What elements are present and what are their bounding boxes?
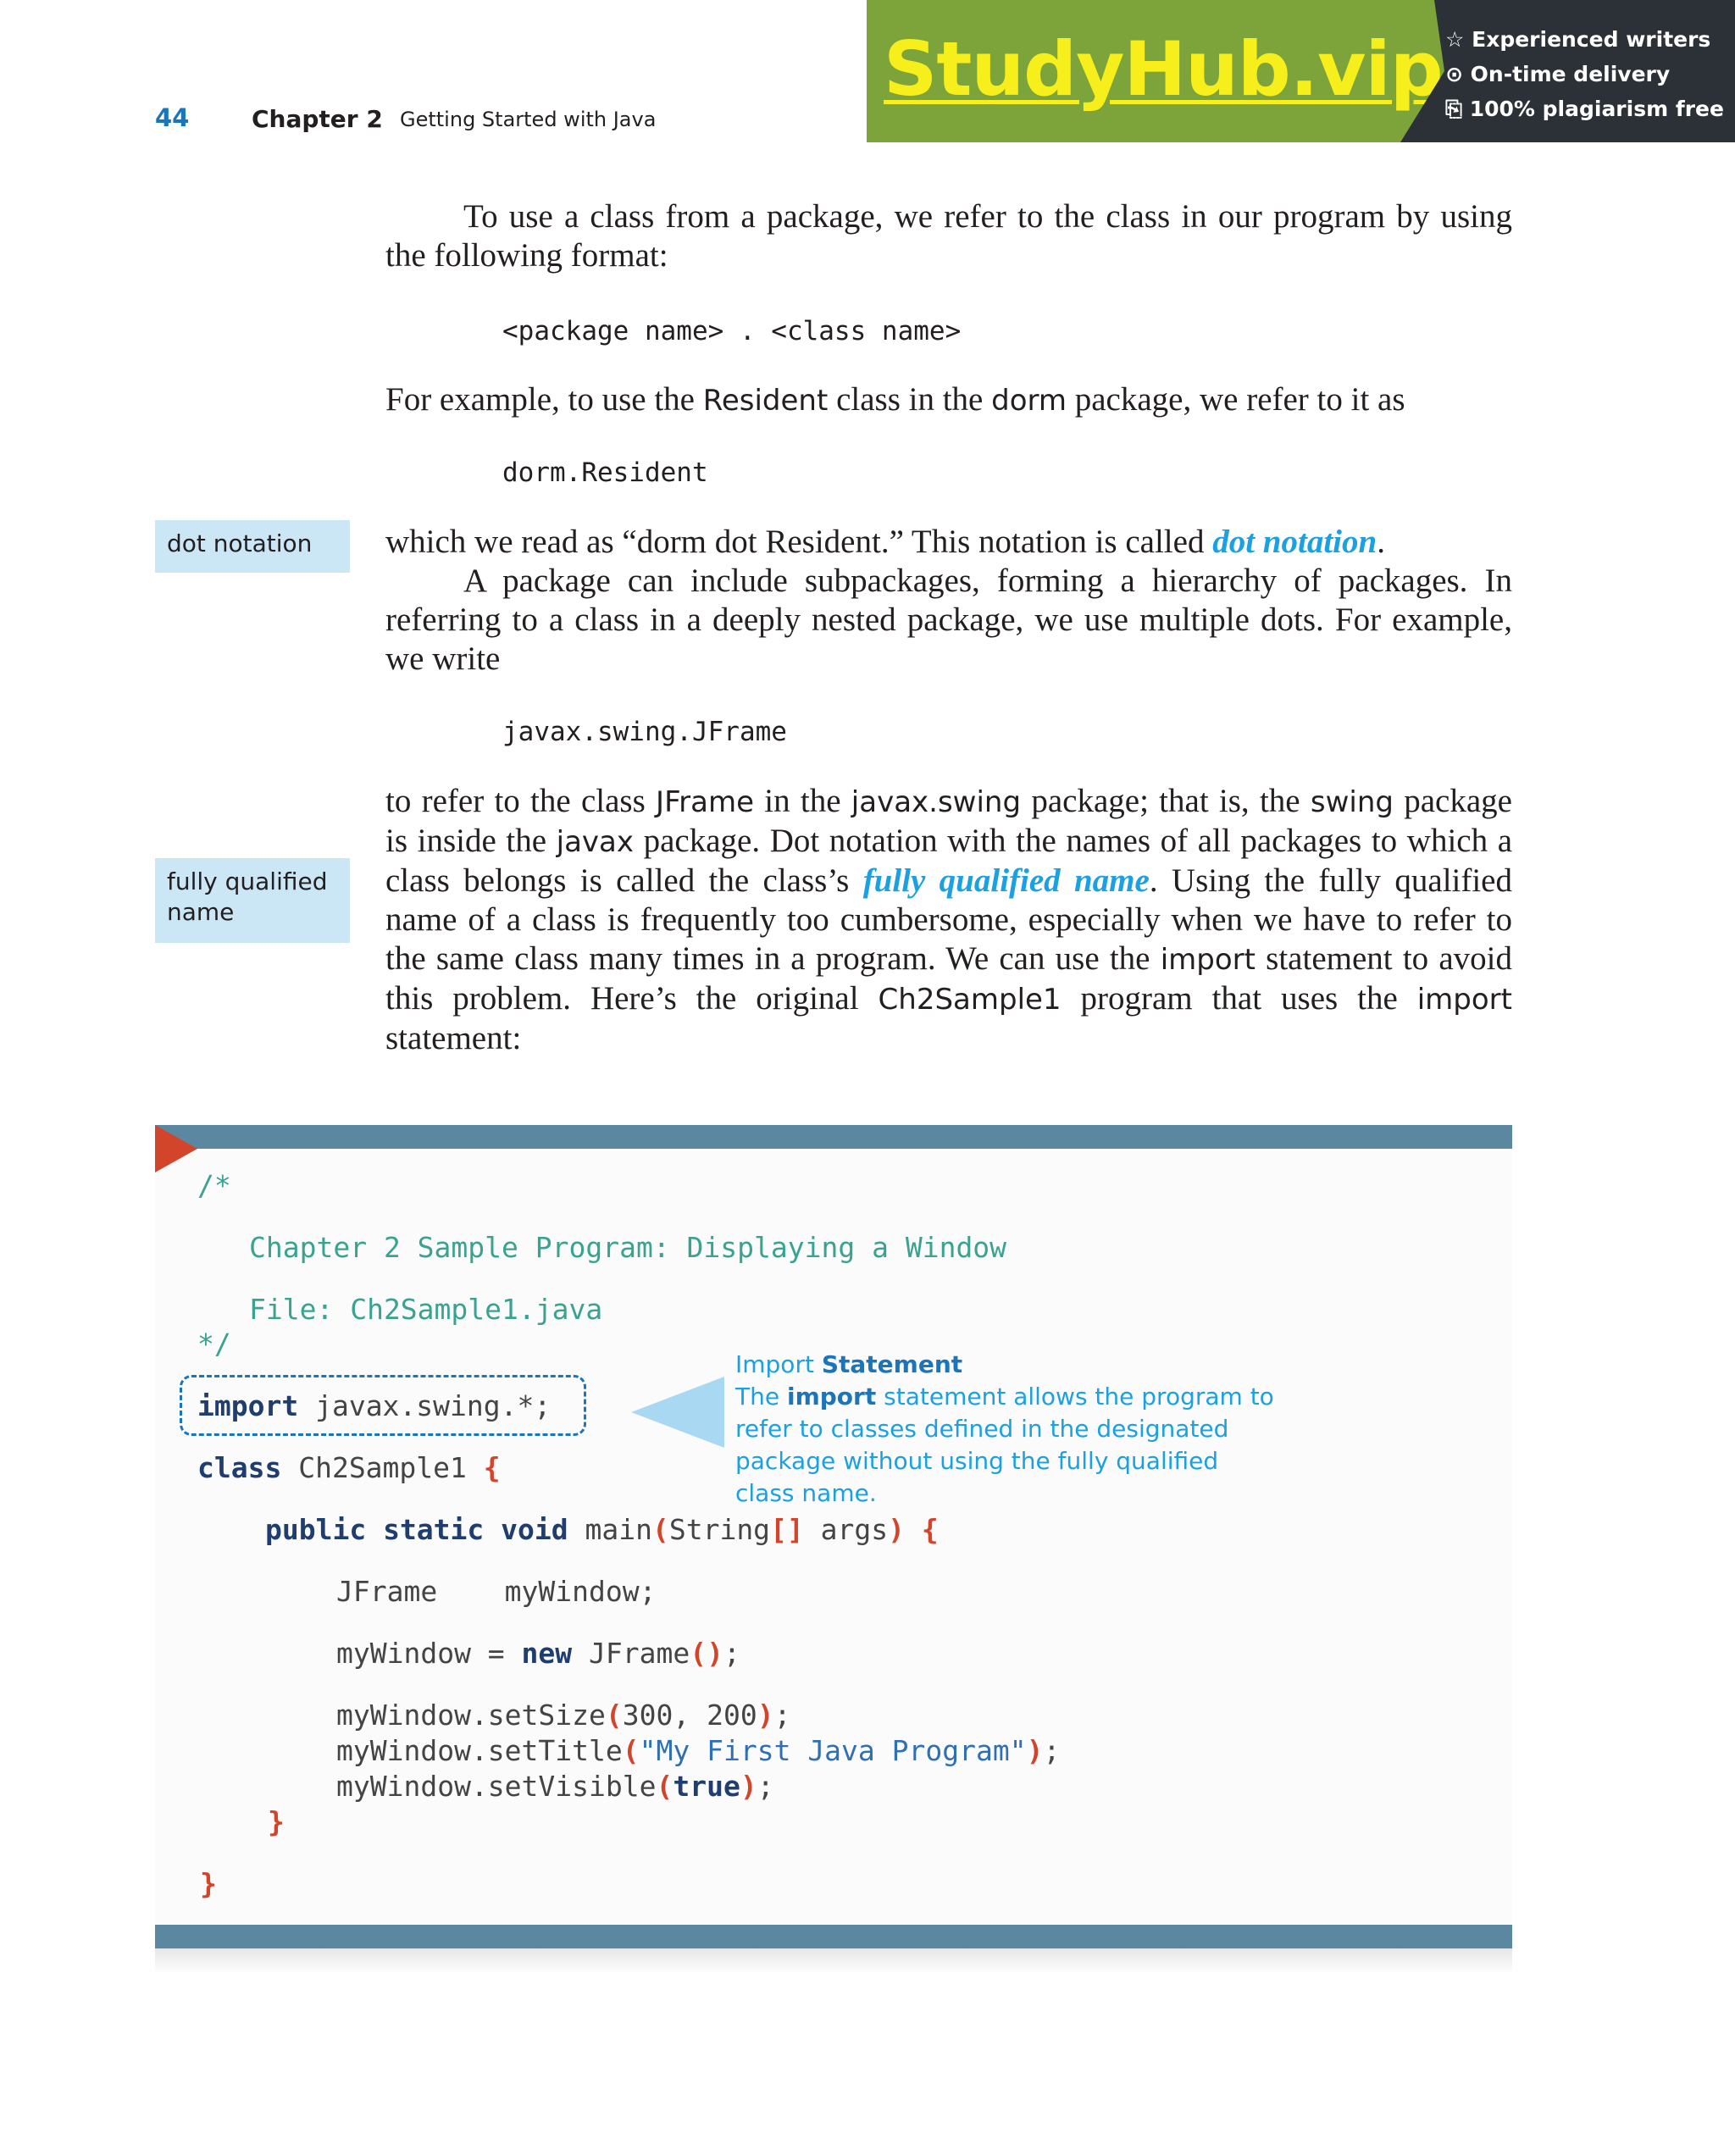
inline-code: dorm: [991, 384, 1067, 418]
studyhub-banner[interactable]: [867, 0, 1735, 142]
inline-code: javax.swing: [851, 785, 1022, 819]
paragraph-dot-notation: which we read as “dorm dot Resident.” This notation is called dot notation.: [385, 524, 1385, 560]
page-number: 44: [155, 103, 190, 132]
callout-title: Import Statement: [735, 1350, 963, 1378]
margin-note-fully-qualified-name: fully qualified name: [155, 858, 350, 943]
import-callout: [735, 1349, 1278, 1510]
code-listing-shadow: [155, 1948, 1512, 1974]
margin-note-dot-notation: dot notation: [155, 520, 350, 573]
paragraph-example: For example, to use the Resident class in the dorm package, we refer to it as: [385, 381, 1405, 418]
banner-line-plagiarism: ⎘ 100% plagiarism free: [1445, 97, 1724, 121]
banner-line-writers: ☆ Experienced writers: [1445, 27, 1711, 52]
chapter-title: Getting Started with Java: [400, 108, 657, 131]
inline-code: javax: [556, 825, 634, 859]
paragraph-subpackages: A package can include subpackages, forming a hierarchy of packages. In referring to a class in a deeply nested package, we use multiple dots. For example, we write: [385, 563, 1512, 677]
banner-line-delivery: ⊙ On-time delivery: [1445, 62, 1671, 86]
term-fully-qualified-name: fully qualified name: [862, 862, 1150, 899]
code-assign-line: myWindow = new JFrame();: [336, 1637, 740, 1670]
banner-features: [1445, 22, 1724, 126]
code-class-line: class Ch2Sample1 {: [197, 1451, 501, 1484]
code-listing-marker-icon: [155, 1125, 197, 1172]
paragraph-intro: To use a class from a package, we refer to the class in our program by using the following format:: [385, 198, 1512, 274]
inline-code: swing: [1310, 785, 1394, 819]
code-listing-bottom-bar: [155, 1925, 1512, 1948]
code-comment-open: /*: [197, 1169, 231, 1202]
inline-code: Ch2Sample1: [878, 983, 1062, 1017]
format-code: <package name> . <class name>: [502, 316, 962, 346]
example-code-2: javax.swing.JFrame: [502, 717, 787, 747]
chapter-label: Chapter 2: [252, 105, 383, 133]
paragraph-fully-qualified: to refer to the class JFrame in the javax.swing package; that is, the swing package is inside the javax package. Dot notation with the names of all packages to which a class belongs is called the class’s fully qualified name. Using the fully qualified name of a class is frequently too cumbersome, especially when we have to refer to the same class many times in a program. We can use the import statement to avoid this problem. Here’s the original Ch2Sample1 program that uses the import statement:: [385, 783, 1512, 1056]
example-code-1: dorm.Resident: [502, 457, 708, 488]
code-comment-file: File: Ch2Sample1.java: [249, 1293, 603, 1326]
inline-code: JFrame: [656, 785, 755, 819]
studyhub-logo[interactable]: StudyHub.vip: [884, 25, 1443, 113]
inline-code: import: [1416, 983, 1512, 1017]
code-comment-title: Chapter 2 Sample Program: Displaying a Window: [249, 1231, 1007, 1264]
code-settitle-line: myWindow.setTitle("My First Java Program");: [336, 1734, 1061, 1767]
code-decl-line: JFrame myWindow;: [336, 1575, 657, 1608]
callout-body: The import statement allows the program to refer to classes defined in the designated package without using the fully qualified class name.: [735, 1383, 1274, 1507]
code-class-close-brace: }: [200, 1867, 217, 1900]
code-import-line: import javax.swing.*;: [197, 1389, 552, 1422]
code-setvisible-line: myWindow.setVisible(true);: [336, 1770, 774, 1803]
code-main-line: public static void main(String[] args) {: [265, 1513, 939, 1546]
inline-code: import: [1160, 943, 1256, 977]
code-main-close-brace: }: [268, 1805, 285, 1838]
callout-arrow-icon: [631, 1377, 724, 1448]
code-listing-top-bar: [155, 1125, 1512, 1149]
inline-code: Resident: [702, 384, 829, 418]
code-setsize-line: myWindow.setSize(300, 200);: [336, 1699, 791, 1732]
term-dot-notation: dot notation: [1212, 524, 1377, 560]
code-comment-close: */: [197, 1327, 231, 1361]
